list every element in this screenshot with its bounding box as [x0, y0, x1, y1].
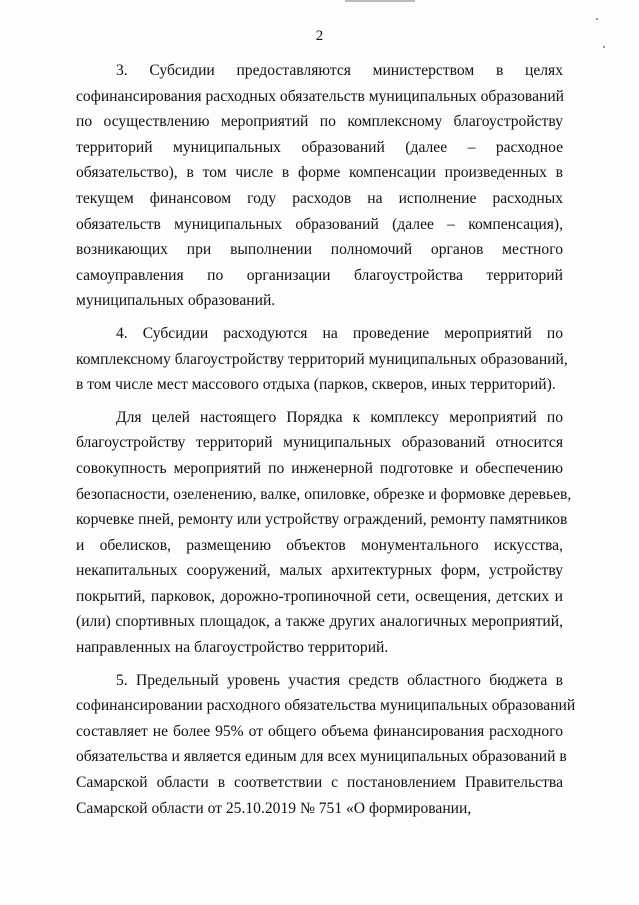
paragraph	[76, 321, 568, 398]
text-line: софинансировании расходного обязательства муниципальных образований	[76, 697, 576, 715]
text-line: направленных на благоустройство территорий.	[76, 639, 389, 657]
text-line: и обелисков, размещению объектов монументального искусства,	[76, 536, 563, 554]
text-line: в том числе мест массового отдыха (парков, скверов, иных территорий).	[76, 376, 556, 394]
text-line: территорий муниципальных образований (далее – расходное	[76, 138, 563, 156]
text-line: обязательств муниципальных образований (далее – компенсация),	[76, 215, 563, 233]
text-line: обязательства и является единым для всех муниципальных образований в	[76, 748, 567, 766]
text-line: 5. Предельный уровень участия средств областного бюджета в	[116, 671, 563, 689]
scan-artifact-top	[345, 0, 415, 2]
text-line: муниципальных образований.	[76, 292, 276, 310]
text-line: возникающих при выполнении полномочий органов местного	[76, 241, 563, 259]
text-line: 4. Субсидии расходуются на проведение мероприятий по	[116, 324, 563, 342]
paragraph	[76, 668, 576, 822]
text-line: обязательство), в том числе в форме компенсации произведенных в	[76, 164, 563, 182]
paragraph	[76, 58, 563, 314]
text-line: Самарской области в соответствии с постановлением Правительства	[76, 774, 563, 792]
text-line: некапитальных сооружений, малых архитектурных форм, устройству	[76, 562, 563, 580]
scan-speck	[603, 46, 605, 48]
text-line: покрытий, парковок, дорожно-тропиночной сети, освещения, детских и	[76, 587, 563, 605]
text-line: совокупность мероприятий по инженерной подготовке и обеспечению	[76, 459, 563, 477]
text-line: (или) спортивных площадок, а также других аналогичных мероприятий,	[76, 613, 563, 631]
document-body	[76, 58, 576, 828]
text-line: корчевке пней, ремонту или устройству ограждений, ремонту памятников	[76, 511, 568, 529]
text-line: самоуправления по организации благоустройства территорий	[76, 266, 563, 284]
text-line: составляет не более 95% от общего объема финансирования расходного	[76, 722, 563, 740]
text-line: Для целей настоящего Порядка к комплексу мероприятий по	[116, 408, 563, 426]
text-line: 3. Субсидии предоставляются министерством в целях	[116, 62, 563, 79]
page-number: 2	[315, 28, 324, 44]
text-line: благоустройству территорий муниципальных образований относится	[76, 434, 563, 452]
paragraph	[76, 405, 572, 661]
text-line: безопасности, озеленению, валке, опиловке, обрезке и формовке деревьев,	[76, 485, 572, 503]
text-line: Самарской области от 25.10.2019 № 751 «О формировании,	[76, 799, 472, 817]
text-line: софинансирования расходных обязательств муниципальных образований	[76, 87, 565, 105]
scan-speck	[596, 18, 598, 20]
text-line: комплексному благоустройству территорий муниципальных образований,	[76, 350, 568, 368]
text-line: текущем финансовом году расходов на исполнение расходных	[76, 189, 563, 207]
text-line: по осуществлению мероприятий по комплексному благоустройству	[76, 113, 563, 131]
